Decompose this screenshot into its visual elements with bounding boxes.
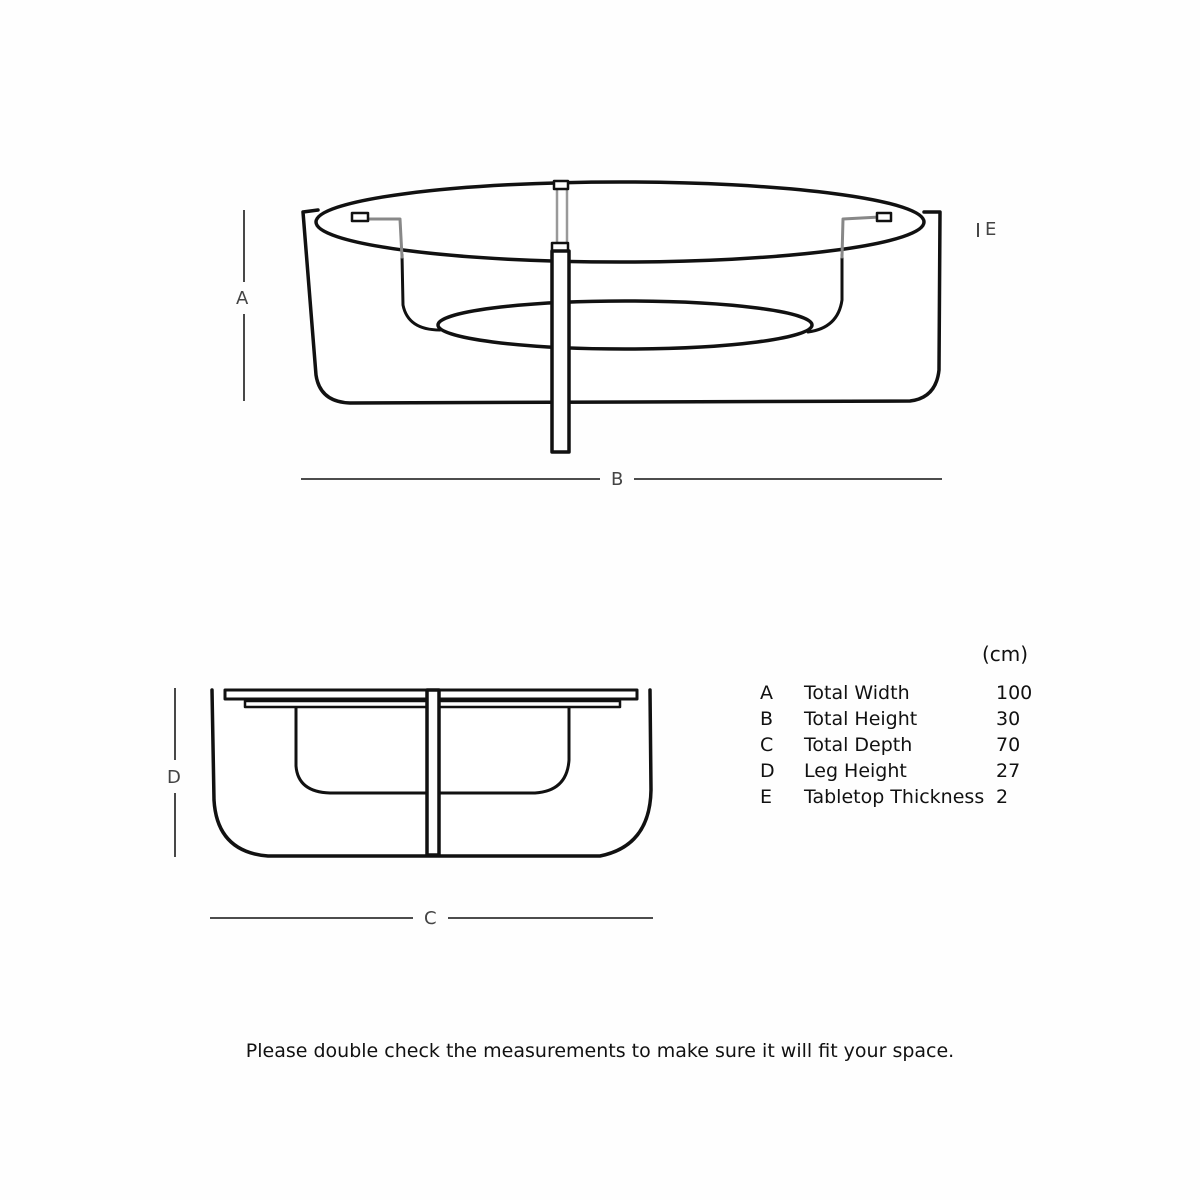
spec-key: C <box>760 734 774 756</box>
side-center-leg <box>427 690 439 855</box>
spec-row <box>760 732 1056 758</box>
spec-name: Total Height <box>804 708 918 730</box>
spec-key: B <box>760 708 774 730</box>
dimension-spec-table <box>760 680 1056 810</box>
spec-key: A <box>760 682 773 704</box>
front-tabletop <box>316 182 924 262</box>
dimension-d-label: D <box>167 767 181 788</box>
spec-value: 2 <box>996 786 1009 808</box>
spec-value: 27 <box>996 760 1021 782</box>
front-view <box>303 181 940 452</box>
measurement-note: Please double check the measurements to make sure it will fit your space. <box>245 1040 955 1062</box>
spec-row <box>760 706 1056 732</box>
front-lower-shelf <box>438 301 812 349</box>
front-center-leg <box>552 251 569 452</box>
spec-row <box>760 758 1056 784</box>
spec-row <box>760 784 1056 810</box>
spec-value: 70 <box>996 734 1021 756</box>
unit-label: (cm) <box>982 642 1029 666</box>
spec-name: Leg Height <box>804 760 907 782</box>
dimension-b-label: B <box>611 469 624 490</box>
dimension-e-label: E <box>985 219 997 240</box>
spec-key: D <box>760 760 775 782</box>
dimension-c-label: C <box>424 908 437 929</box>
spec-name: Total Width <box>804 682 910 704</box>
front-clip-right <box>877 213 891 221</box>
spec-row <box>760 680 1056 706</box>
front-leg-top-cap <box>554 181 568 189</box>
spec-value: 100 <box>996 682 1033 704</box>
side-view <box>212 690 651 856</box>
spec-key: E <box>760 786 773 808</box>
dimension-a-label: A <box>236 288 249 309</box>
front-clip-left <box>352 213 368 221</box>
spec-name: Tabletop Thickness <box>804 786 985 808</box>
spec-name: Total Depth <box>804 734 913 756</box>
spec-value: 30 <box>996 708 1021 730</box>
